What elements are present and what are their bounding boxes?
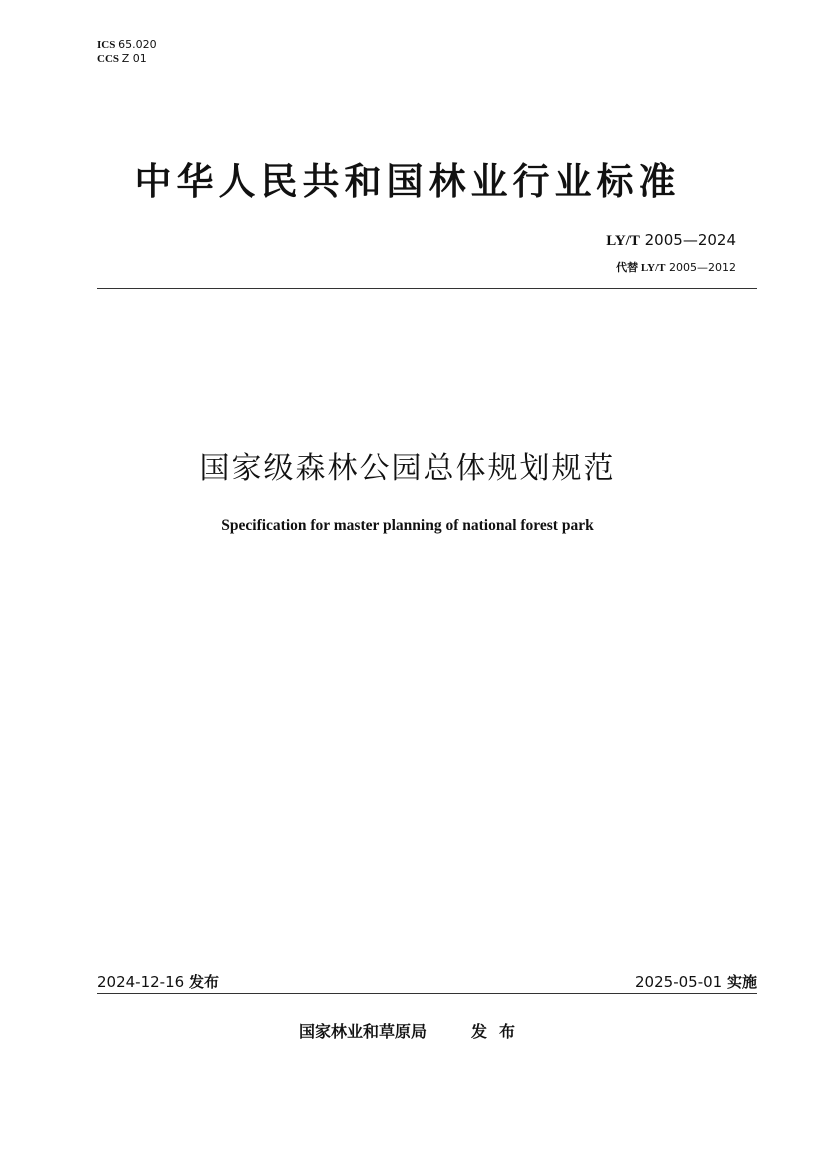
publisher-line xyxy=(299,1019,527,1042)
standard-code-prefix: LY/T xyxy=(606,233,640,249)
publisher-action: 发布 xyxy=(471,1022,528,1041)
replaces-code xyxy=(616,259,736,275)
issue-date-label: 发布 xyxy=(188,973,219,991)
footer-divider xyxy=(97,993,757,994)
issue-date-value: 2024-12-16 xyxy=(97,973,185,991)
ccs-value: Z 01 xyxy=(121,52,147,65)
header-divider xyxy=(97,288,757,289)
document-subtitle: Specification for master planning of national forest park xyxy=(221,517,594,534)
ics-label: ICS xyxy=(97,39,116,51)
ccs-label: CCS xyxy=(97,53,120,65)
standard-code-number: 2005—2024 xyxy=(644,231,736,249)
standard-code xyxy=(606,231,736,250)
replaces-prefix: 代替 LY/T xyxy=(616,262,666,274)
publisher-name: 国家林业和草原局 xyxy=(299,1022,428,1041)
issue-date xyxy=(97,971,219,992)
replaces-number: 2005—2012 xyxy=(669,261,736,274)
classification-codes xyxy=(97,38,157,66)
effective-date-value: 2025-05-01 xyxy=(635,973,723,991)
ics-value: 65.020 xyxy=(118,38,157,51)
ics-code xyxy=(97,38,157,52)
standard-title: 中华人民共和国林业行业标准 xyxy=(134,160,681,203)
document-title: 国家级森林公园总体规划规范 xyxy=(199,451,616,486)
effective-date-label: 实施 xyxy=(726,973,757,991)
effective-date xyxy=(635,971,757,992)
ccs-code xyxy=(97,52,157,66)
